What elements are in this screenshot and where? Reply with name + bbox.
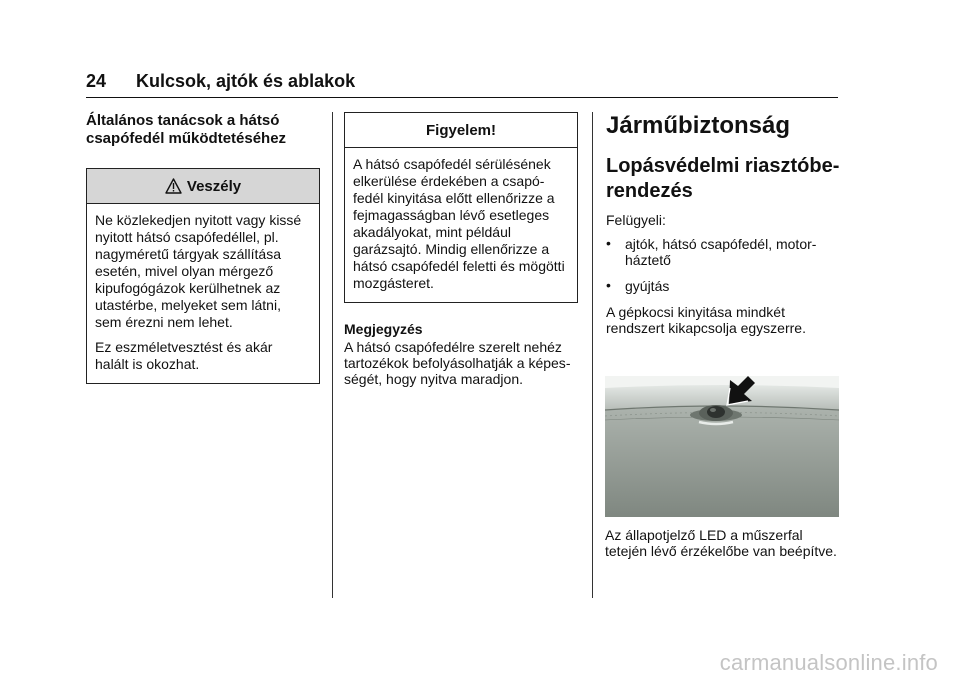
bullet-marker: • [606, 235, 611, 251]
attention-text: A hátsó csapófedél sérülésének elkerülése érdekében a csapófedél kinyitása előtt ellenőrizze a fejmagasságban lévő esetleges akadályokat, mint például garázsajtó. Mindig ellenőrizze a hátsó csapófedél feletti és mögötti mozgásteret. [353, 156, 565, 291]
list-item: • ajtók, hátsó csapófedél, motorháztető [606, 235, 817, 268]
danger-heading [87, 169, 319, 204]
danger-paragraph-2: Ez eszméletvesztést és akár halált is okozhat. [95, 339, 273, 372]
attention-body [345, 148, 577, 302]
danger-heading-label: Veszély [186, 177, 242, 195]
column-right [606, 112, 840, 336]
note-label: Megjegyzés [344, 321, 423, 337]
photo-caption: Az állapotjelző LED a műszerfal tetején lévő érzékelőbe van beépítve. [605, 527, 837, 559]
column-left [86, 112, 320, 384]
section-title-vehicle-security: Járműbiztonság [606, 112, 791, 139]
unlock-text: A gépkocsi kinyitása mindkét rendszert kikapcsolja egyszerre. [606, 304, 806, 336]
danger-box [86, 168, 320, 384]
attention-box [344, 112, 578, 303]
column-middle [344, 112, 578, 387]
subsection-title-alarm: Lopásvédelmi riasztóbe- rendezés [606, 155, 840, 202]
danger-paragraph-1: Ne közlekedjen nyitott vagy kissé nyitott hátsó csapófedéllel, pl. nagyméretű tárgyak szállítása esetén, mivel olyan mérgező kipufogógázok kerülhetnek az utastérbe, melyeket sem látni, sem érezni nem lehet. [95, 212, 302, 330]
note-text: A hátsó csapófedélre szerelt nehéz tartozékok befolyásolhatják a képességét, hogy nyitva maradjon. [344, 339, 571, 387]
list-item: • gyújtás [606, 277, 670, 294]
column-divider-1 [332, 112, 333, 598]
attention-heading: Figyelem! [345, 113, 577, 148]
monitored-items-list [606, 236, 840, 294]
chapter-title: Kulcsok, ajtók és ablakok [136, 71, 356, 91]
monitors-label: Felügyeli: [606, 212, 666, 228]
page-header [86, 68, 838, 98]
page-number: 24 [86, 71, 107, 91]
bullet-marker: • [606, 277, 611, 293]
column-divider-2 [592, 112, 593, 598]
dashboard-led-photo [605, 376, 839, 517]
watermark: carmanualsonline.info [719, 650, 938, 675]
danger-body [87, 204, 319, 383]
warning-triangle-icon [165, 178, 182, 194]
section-title-tailgate-advice: Általános tanácsok a hátsó csapófedél működtetéséhez [86, 112, 287, 147]
